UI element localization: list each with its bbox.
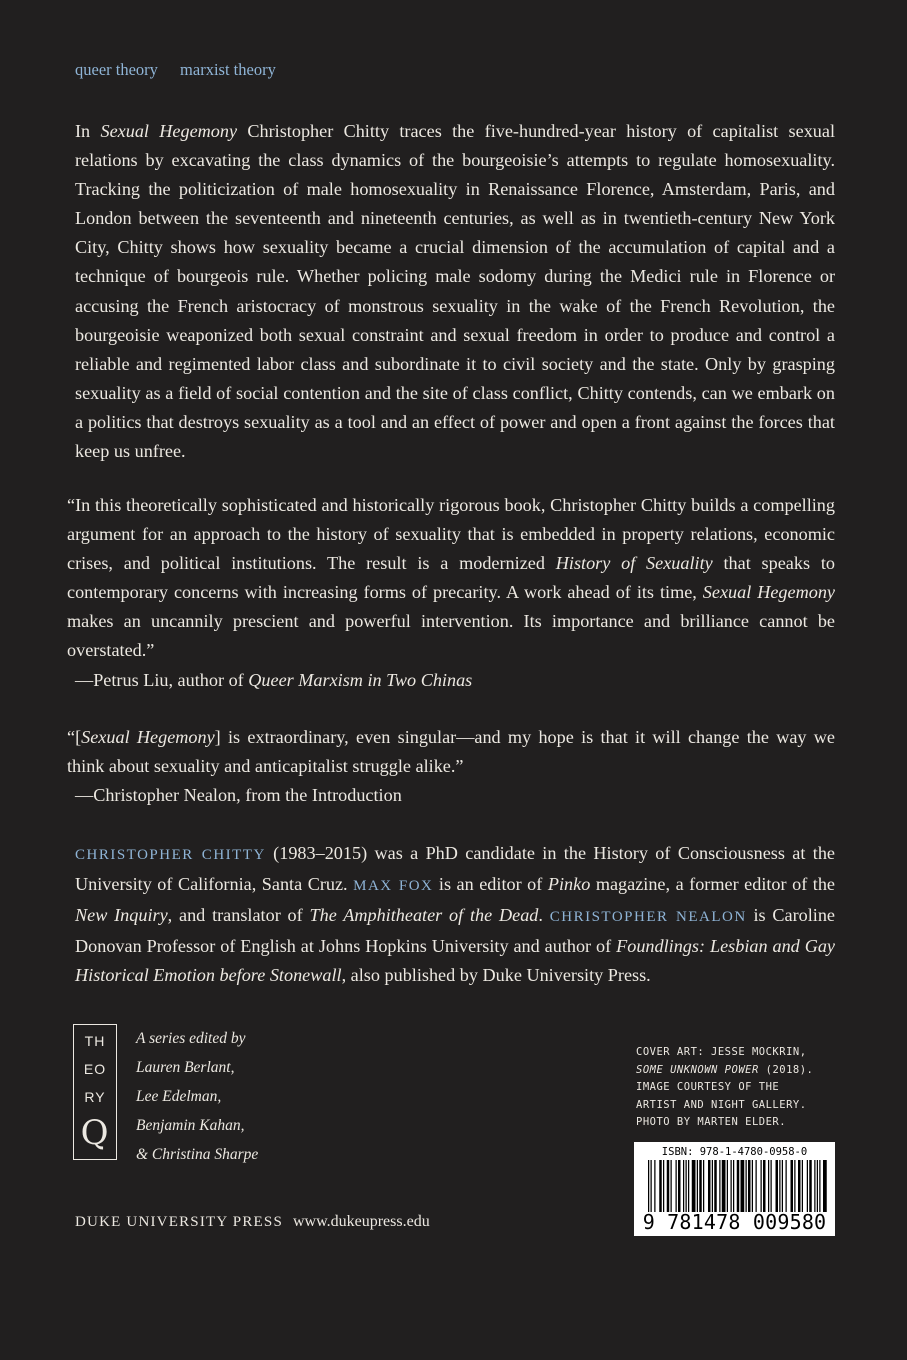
series-heading: A series edited by: [136, 1030, 246, 1047]
publisher-url[interactable]: www.dukeupress.edu: [293, 1213, 430, 1230]
barcode-bar: [786, 1160, 787, 1212]
barcode-bar: [733, 1160, 734, 1212]
barcode-bar: [719, 1160, 720, 1212]
barcode-bar: [798, 1160, 801, 1212]
bio-text: .: [538, 905, 550, 926]
barcode-bar: [667, 1160, 670, 1212]
theory-q-logo: [73, 1024, 117, 1160]
author-name: CHRISTOPHER NEALON: [549, 909, 747, 926]
blurb-quote-2: [67, 723, 835, 810]
barcode-bar: [748, 1160, 751, 1212]
bio-text: magazine, a former editor of the: [590, 874, 835, 895]
credit-line: PHOTO BY MARTEN ELDER.: [636, 1116, 787, 1128]
barcode-bar: [756, 1160, 757, 1212]
publisher-line: [75, 1213, 430, 1231]
barcode-bar: [771, 1160, 772, 1212]
author-bios: [75, 839, 835, 990]
logo-row: EO: [83, 1061, 107, 1077]
barcode-bar: [763, 1160, 766, 1212]
barcode-bar: [814, 1160, 815, 1212]
quote-text: that speaks to contemporary concerns with increasing forms of precarity. A work ahead of its time,: [67, 553, 835, 603]
barcode-bar: [809, 1160, 812, 1212]
author-name: MAX FOX: [353, 878, 434, 895]
barcode-bar: [651, 1160, 652, 1212]
barcode-bar: [714, 1160, 717, 1212]
barcode-bar: [802, 1160, 803, 1212]
logo-row: Q: [80, 1113, 110, 1153]
bio-text: is Caroline Donovan Professor of English at Johns Hopkins University and author of: [75, 905, 836, 957]
quote-italic: Sexual Hegemony: [702, 582, 835, 603]
barcode-bar: [768, 1160, 769, 1212]
barcode-bar: [752, 1160, 753, 1212]
bio-italic: Pinko: [547, 874, 591, 895]
quote-text: “In this theoretically sophisticated and historically rigorous book, Christopher Chitty builds a compelling argument for an approach to the history of sexuality that is embedded in property relations, economic crises, and political institutions. The result is a modernized: [67, 495, 835, 574]
series-editor: Lauren Berlant,: [136, 1059, 235, 1076]
barcode-bar: [817, 1160, 818, 1212]
series-editor: Lee Edelman,: [136, 1088, 222, 1105]
barcode-bar: [708, 1160, 711, 1212]
barcode-bar: [823, 1160, 827, 1212]
barcode-bar: [663, 1160, 664, 1212]
series-editor: & Christina Sharpe: [136, 1146, 259, 1163]
bio-text: , also published by Duke University Press.: [341, 965, 651, 986]
book-description: [75, 117, 835, 466]
subject-tag: queer theory: [75, 60, 158, 79]
publisher-name: DUKE UNIVERSITY PRESS: [75, 1214, 283, 1230]
barcode-bar: [703, 1160, 704, 1212]
barcode-bar: [683, 1160, 684, 1212]
barcode-bar: [741, 1160, 745, 1212]
isbn-barcode: [634, 1142, 835, 1236]
barcode-bar: [686, 1160, 687, 1212]
credit-year: (2018).: [758, 1063, 814, 1076]
quote-attribution: [67, 666, 835, 695]
barcode-bars: [640, 1160, 829, 1212]
cover-credit: [636, 1044, 813, 1132]
barcode-bar: [659, 1160, 662, 1212]
barcode-bar: [722, 1160, 726, 1212]
barcode-bar: [671, 1160, 672, 1212]
quote-attribution: —Christopher Nealon, from the Introduction: [75, 785, 402, 806]
quote-text: makes an uncannily prescient and powerful intervention. Its importance and brilliance cannot be overstated.”: [67, 611, 835, 661]
bio-text: is an editor of: [433, 874, 548, 895]
barcode-bar: [819, 1160, 820, 1212]
barcode-bar: [678, 1160, 681, 1212]
bio-text: (1983–2015) was a PhD candidate in the History of Consciousness at the University of California, Santa Cruz.: [75, 843, 835, 895]
barcode-bar: [779, 1160, 780, 1212]
blurb-quote-1: [67, 491, 835, 695]
barcode-bar: [676, 1160, 677, 1212]
barcode-bar: [692, 1160, 696, 1212]
barcode-bar: [731, 1160, 732, 1212]
barcode-bar: [737, 1160, 740, 1212]
description-text: In: [75, 121, 101, 141]
bio-text: , and translator of: [167, 905, 310, 926]
barcode-bar: [794, 1160, 795, 1212]
barcode-bar: [791, 1160, 794, 1212]
barcode-digits: 9 781478 009580: [642, 1210, 827, 1234]
bio-italic: Foundlings: Lesbian and Gay Historical Emotion before Stonewall: [75, 936, 835, 986]
barcode-bar: [776, 1160, 779, 1212]
credit-line: IMAGE COURTESY OF THE: [636, 1081, 780, 1093]
quote-italic: Sexual Hegemony: [81, 727, 215, 747]
barcode-bar: [746, 1160, 747, 1212]
barcode-bar: [654, 1160, 655, 1212]
barcode-bar: [648, 1160, 649, 1212]
attribution-text: —Petrus Liu, author of: [75, 669, 249, 690]
bio-italic: The Amphitheater of the Dead: [309, 905, 539, 926]
series-editors: [136, 1024, 258, 1169]
logo-row: RY: [84, 1089, 106, 1105]
bio-italic: New Inquiry: [75, 905, 168, 926]
credit-line: [636, 1062, 813, 1080]
author-name: CHRISTOPHER CHITTY: [75, 847, 266, 863]
barcode-bar: [712, 1160, 713, 1212]
quote-text: “[: [67, 727, 82, 747]
credit-line: ARTIST AND NIGHT GALLERY.: [636, 1098, 807, 1111]
quote-text: ] is extraordinary, even singular—and my hope is that it will change the way we think about sexuality and anticapitalist struggle alike.”: [67, 727, 836, 777]
barcode-bar: [761, 1160, 762, 1212]
barcode-bar: [688, 1160, 689, 1212]
credit-artwork: SOME UNKNOWN POWER: [636, 1063, 759, 1076]
barcode-bar: [807, 1160, 808, 1212]
barcode-bar: [699, 1160, 702, 1212]
description-text: Christopher Chitty traces the five-hundred-year history of capitalist sexual relations by excavating the class dynamics of the bourgeoisie’s attempts to regulate homosexuality. Tracking the politicization of male homosexuality in Renaissance Florence, Amsterdam, Paris, and London between the seventeenth and nineteenth centuries, as well as in twentieth-century New York City, Chitty shows how sexuality became a crucial dimension of the accumulation of capital and a technique of bourgeois rule. Whether policing male sodomy during the Medici rule in Florence or accusing the French aristocracy of monstrous sexuality in the wake of the French Revolution, the bourgeoisie weaponized both sexual constraint and sexual freedom in order to produce and control a reliable and regimented labor class and subordinate it to civil society and the state. Only by grasping sexuality as a field of social contention and the site of class conflict, Chitty contends, can we embark on a politics that destroys sexuality as a tool and an effect of power and open a front against the forces that keep us unfree.: [75, 121, 836, 462]
subject-tags: [75, 60, 294, 80]
quote-italic: History of Sexuality: [555, 553, 713, 574]
subject-tag: marxist theory: [180, 60, 276, 79]
isbn-text: ISBN: 978-1-4780-0958-0: [661, 1146, 808, 1158]
barcode-bar: [697, 1160, 698, 1212]
attribution-work: Queer Marxism in Two Chinas: [248, 669, 473, 690]
credit-line: COVER ART: JESSE MOCKRIN,: [636, 1046, 807, 1058]
barcode-bar: [782, 1160, 783, 1212]
series-editor: Benjamin Kahan,: [136, 1117, 245, 1134]
barcode-bar: [727, 1160, 728, 1212]
description-book-title: Sexual Hegemony: [100, 121, 238, 141]
logo-row: TH: [84, 1033, 106, 1049]
